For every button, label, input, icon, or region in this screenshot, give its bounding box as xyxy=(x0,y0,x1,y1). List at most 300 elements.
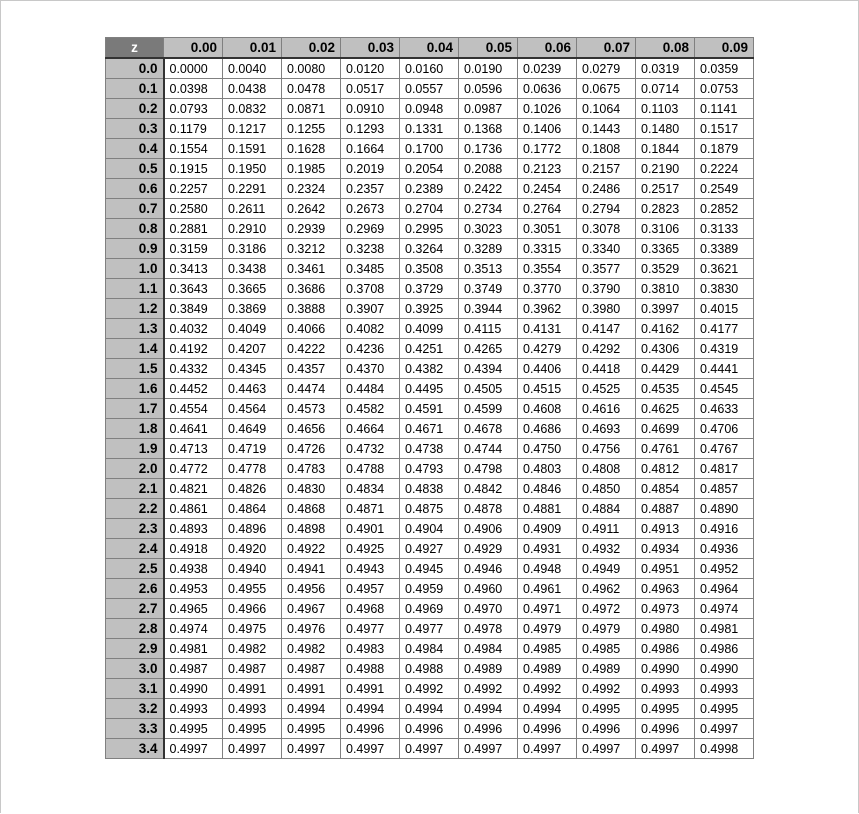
z-table xyxy=(105,37,754,759)
table-cell: 0.4495 xyxy=(400,379,459,399)
table-cell: 0.4982 xyxy=(282,639,341,659)
table-cell: 0.4994 xyxy=(459,699,518,719)
table-cell: 0.4382 xyxy=(400,359,459,379)
row-header-z: 2.5 xyxy=(106,559,164,579)
table-cell: 0.0398 xyxy=(164,79,223,99)
column-header: 0.05 xyxy=(459,38,518,59)
table-cell: 0.3051 xyxy=(518,219,577,239)
table-cell: 0.0279 xyxy=(577,58,636,79)
table-cell: 0.4686 xyxy=(518,419,577,439)
table-cell: 0.4901 xyxy=(341,519,400,539)
table-cell: 0.4812 xyxy=(636,459,695,479)
table-cell: 0.4990 xyxy=(636,659,695,679)
table-cell: 0.4803 xyxy=(518,459,577,479)
table-cell: 0.4987 xyxy=(223,659,282,679)
table-cell: 0.4934 xyxy=(636,539,695,559)
table-cell: 0.2764 xyxy=(518,199,577,219)
table-row xyxy=(106,139,754,159)
table-cell: 0.4821 xyxy=(164,479,223,499)
table-cell: 0.2580 xyxy=(164,199,223,219)
table-cell: 0.4991 xyxy=(341,679,400,699)
table-cell: 0.4545 xyxy=(695,379,754,399)
table-cell: 0.0557 xyxy=(400,79,459,99)
table-cell: 0.4938 xyxy=(164,559,223,579)
table-cell: 0.3513 xyxy=(459,259,518,279)
table-body xyxy=(106,58,754,759)
row-header-z: 3.0 xyxy=(106,659,164,679)
table-cell: 0.0000 xyxy=(164,58,223,79)
row-header-z: 3.2 xyxy=(106,699,164,719)
row-header-z: 1.6 xyxy=(106,379,164,399)
table-cell: 0.4981 xyxy=(164,639,223,659)
row-header-z: 0.7 xyxy=(106,199,164,219)
table-row xyxy=(106,399,754,419)
table-cell: 0.3340 xyxy=(577,239,636,259)
table-cell: 0.1331 xyxy=(400,119,459,139)
table-cell: 0.4452 xyxy=(164,379,223,399)
table-cell: 0.4678 xyxy=(459,419,518,439)
table-cell: 0.4279 xyxy=(518,339,577,359)
table-cell: 0.4970 xyxy=(459,599,518,619)
table-cell: 0.4834 xyxy=(341,479,400,499)
table-cell: 0.4474 xyxy=(282,379,341,399)
row-header-z: 1.5 xyxy=(106,359,164,379)
table-cell: 0.4608 xyxy=(518,399,577,419)
table-cell: 0.4916 xyxy=(695,519,754,539)
table-cell: 0.4713 xyxy=(164,439,223,459)
table-cell: 0.1064 xyxy=(577,99,636,119)
row-header-z: 1.0 xyxy=(106,259,164,279)
table-row xyxy=(106,79,754,99)
table-row xyxy=(106,279,754,299)
table-cell: 0.4997 xyxy=(282,739,341,759)
table-cell: 0.4966 xyxy=(223,599,282,619)
table-row xyxy=(106,339,754,359)
table-cell: 0.1664 xyxy=(341,139,400,159)
table-cell: 0.4922 xyxy=(282,539,341,559)
row-header-z: 2.7 xyxy=(106,599,164,619)
table-cell: 0.4772 xyxy=(164,459,223,479)
table-cell: 0.4616 xyxy=(577,399,636,419)
table-cell: 0.4761 xyxy=(636,439,695,459)
table-row xyxy=(106,439,754,459)
table-cell: 0.4998 xyxy=(695,739,754,759)
row-header-z: 0.5 xyxy=(106,159,164,179)
table-cell: 0.3729 xyxy=(400,279,459,299)
table-row xyxy=(106,179,754,199)
table-cell: 0.0438 xyxy=(223,79,282,99)
table-cell: 0.2224 xyxy=(695,159,754,179)
table-cell: 0.4996 xyxy=(518,719,577,739)
table-cell: 0.4793 xyxy=(400,459,459,479)
table-cell: 0.0714 xyxy=(636,79,695,99)
table-cell: 0.4738 xyxy=(400,439,459,459)
table-cell: 0.1591 xyxy=(223,139,282,159)
table-cell: 0.4505 xyxy=(459,379,518,399)
row-header-z: 0.6 xyxy=(106,179,164,199)
table-cell: 0.4987 xyxy=(282,659,341,679)
table-row xyxy=(106,299,754,319)
table-cell: 0.4982 xyxy=(223,639,282,659)
table-cell: 0.4525 xyxy=(577,379,636,399)
table-cell: 0.3289 xyxy=(459,239,518,259)
corner-header: z xyxy=(106,38,164,59)
row-header-z: 2.3 xyxy=(106,519,164,539)
table-row xyxy=(106,599,754,619)
table-row xyxy=(106,319,754,339)
table-cell: 0.0160 xyxy=(400,58,459,79)
table-cell: 0.4941 xyxy=(282,559,341,579)
row-header-z: 0.8 xyxy=(106,219,164,239)
table-cell: 0.1700 xyxy=(400,139,459,159)
table-cell: 0.0120 xyxy=(341,58,400,79)
table-cell: 0.3790 xyxy=(577,279,636,299)
table-cell: 0.4997 xyxy=(459,739,518,759)
table-cell: 0.4962 xyxy=(577,579,636,599)
table-cell: 0.4929 xyxy=(459,539,518,559)
table-cell: 0.4861 xyxy=(164,499,223,519)
table-row xyxy=(106,719,754,739)
table-cell: 0.1950 xyxy=(223,159,282,179)
table-cell: 0.4992 xyxy=(518,679,577,699)
table-cell: 0.4974 xyxy=(695,599,754,619)
table-cell: 0.4099 xyxy=(400,319,459,339)
table-cell: 0.4994 xyxy=(400,699,459,719)
row-header-z: 2.9 xyxy=(106,639,164,659)
table-cell: 0.4115 xyxy=(459,319,518,339)
table-cell: 0.1985 xyxy=(282,159,341,179)
table-cell: 0.4968 xyxy=(341,599,400,619)
table-cell: 0.0675 xyxy=(577,79,636,99)
table-cell: 0.2704 xyxy=(400,199,459,219)
table-cell: 0.0319 xyxy=(636,58,695,79)
table-cell: 0.4236 xyxy=(341,339,400,359)
table-cell: 0.3529 xyxy=(636,259,695,279)
table-cell: 0.2257 xyxy=(164,179,223,199)
table-cell: 0.4131 xyxy=(518,319,577,339)
table-cell: 0.2454 xyxy=(518,179,577,199)
table-cell: 0.4925 xyxy=(341,539,400,559)
table-cell: 0.0832 xyxy=(223,99,282,119)
table-cell: 0.4319 xyxy=(695,339,754,359)
table-cell: 0.4881 xyxy=(518,499,577,519)
table-cell: 0.4951 xyxy=(636,559,695,579)
table-cell: 0.4251 xyxy=(400,339,459,359)
table-row xyxy=(106,119,754,139)
table-cell: 0.1368 xyxy=(459,119,518,139)
table-cell: 0.0910 xyxy=(341,99,400,119)
row-header-z: 0.1 xyxy=(106,79,164,99)
table-cell: 0.4986 xyxy=(695,639,754,659)
table-cell: 0.3264 xyxy=(400,239,459,259)
table-cell: 0.4940 xyxy=(223,559,282,579)
table-cell: 0.4693 xyxy=(577,419,636,439)
column-header: 0.09 xyxy=(695,38,754,59)
table-cell: 0.4957 xyxy=(341,579,400,599)
table-cell: 0.2357 xyxy=(341,179,400,199)
table-cell: 0.4893 xyxy=(164,519,223,539)
table-cell: 0.4943 xyxy=(341,559,400,579)
table-cell: 0.3708 xyxy=(341,279,400,299)
table-cell: 0.2852 xyxy=(695,199,754,219)
table-cell: 0.3389 xyxy=(695,239,754,259)
table-cell: 0.4767 xyxy=(695,439,754,459)
table-cell: 0.4996 xyxy=(400,719,459,739)
table-cell: 0.4222 xyxy=(282,339,341,359)
table-header xyxy=(106,38,754,59)
table-cell: 0.4744 xyxy=(459,439,518,459)
table-cell: 0.3365 xyxy=(636,239,695,259)
row-header-z: 2.6 xyxy=(106,579,164,599)
table-cell: 0.3238 xyxy=(341,239,400,259)
table-cell: 0.3461 xyxy=(282,259,341,279)
table-cell: 0.4207 xyxy=(223,339,282,359)
table-cell: 0.4985 xyxy=(518,639,577,659)
row-header-z: 2.2 xyxy=(106,499,164,519)
table-cell: 0.2734 xyxy=(459,199,518,219)
table-row xyxy=(106,619,754,639)
table-row xyxy=(106,219,754,239)
table-cell: 0.4726 xyxy=(282,439,341,459)
table-cell: 0.4963 xyxy=(636,579,695,599)
table-row xyxy=(106,99,754,119)
table-cell: 0.1141 xyxy=(695,99,754,119)
table-cell: 0.4484 xyxy=(341,379,400,399)
table-row xyxy=(106,259,754,279)
table-cell: 0.4177 xyxy=(695,319,754,339)
column-header: 0.08 xyxy=(636,38,695,59)
table-cell: 0.3315 xyxy=(518,239,577,259)
table-cell: 0.2291 xyxy=(223,179,282,199)
table-cell: 0.4984 xyxy=(459,639,518,659)
table-cell: 0.4641 xyxy=(164,419,223,439)
table-cell: 0.3186 xyxy=(223,239,282,259)
row-header-z: 2.0 xyxy=(106,459,164,479)
table-cell: 0.4868 xyxy=(282,499,341,519)
row-header-z: 2.4 xyxy=(106,539,164,559)
table-cell: 0.4993 xyxy=(636,679,695,699)
table-cell: 0.4719 xyxy=(223,439,282,459)
table-cell: 0.2969 xyxy=(341,219,400,239)
table-cell: 0.4920 xyxy=(223,539,282,559)
table-cell: 0.0987 xyxy=(459,99,518,119)
table-cell: 0.3485 xyxy=(341,259,400,279)
table-cell: 0.4015 xyxy=(695,299,754,319)
table-cell: 0.4974 xyxy=(164,619,223,639)
table-row xyxy=(106,539,754,559)
row-header-z: 0.3 xyxy=(106,119,164,139)
table-cell: 0.2054 xyxy=(400,159,459,179)
table-cell: 0.4838 xyxy=(400,479,459,499)
table-cell: 0.4989 xyxy=(518,659,577,679)
table-cell: 0.4582 xyxy=(341,399,400,419)
table-cell: 0.4977 xyxy=(341,619,400,639)
table-cell: 0.3643 xyxy=(164,279,223,299)
table-cell: 0.4952 xyxy=(695,559,754,579)
table-row xyxy=(106,419,754,439)
table-cell: 0.4992 xyxy=(577,679,636,699)
table-cell: 0.1808 xyxy=(577,139,636,159)
table-cell: 0.4906 xyxy=(459,519,518,539)
table-cell: 0.4192 xyxy=(164,339,223,359)
table-cell: 0.4418 xyxy=(577,359,636,379)
table-cell: 0.4946 xyxy=(459,559,518,579)
table-cell: 0.4699 xyxy=(636,419,695,439)
row-header-z: 0.0 xyxy=(106,58,164,79)
table-cell: 0.3849 xyxy=(164,299,223,319)
table-cell: 0.4993 xyxy=(695,679,754,699)
table-cell: 0.3577 xyxy=(577,259,636,279)
table-cell: 0.3869 xyxy=(223,299,282,319)
table-cell: 0.3749 xyxy=(459,279,518,299)
table-cell: 0.4671 xyxy=(400,419,459,439)
table-cell: 0.3212 xyxy=(282,239,341,259)
table-cell: 0.1293 xyxy=(341,119,400,139)
table-cell: 0.2794 xyxy=(577,199,636,219)
table-cell: 0.4649 xyxy=(223,419,282,439)
table-cell: 0.4778 xyxy=(223,459,282,479)
row-header-z: 1.1 xyxy=(106,279,164,299)
table-cell: 0.1879 xyxy=(695,139,754,159)
table-cell: 0.4996 xyxy=(636,719,695,739)
table-cell: 0.4980 xyxy=(636,619,695,639)
table-cell: 0.3980 xyxy=(577,299,636,319)
table-cell: 0.4979 xyxy=(577,619,636,639)
table-cell: 0.0753 xyxy=(695,79,754,99)
table-cell: 0.4976 xyxy=(282,619,341,639)
table-cell: 0.4936 xyxy=(695,539,754,559)
table-cell: 0.2910 xyxy=(223,219,282,239)
table-row xyxy=(106,579,754,599)
table-cell: 0.4995 xyxy=(577,699,636,719)
table-row xyxy=(106,379,754,399)
row-header-z: 0.4 xyxy=(106,139,164,159)
table-cell: 0.4370 xyxy=(341,359,400,379)
column-header: 0.01 xyxy=(223,38,282,59)
table-cell: 0.1628 xyxy=(282,139,341,159)
table-cell: 0.2486 xyxy=(577,179,636,199)
table-cell: 0.4918 xyxy=(164,539,223,559)
table-cell: 0.4878 xyxy=(459,499,518,519)
table-cell: 0.4798 xyxy=(459,459,518,479)
table-cell: 0.2019 xyxy=(341,159,400,179)
column-header: 0.06 xyxy=(518,38,577,59)
row-header-z: 1.8 xyxy=(106,419,164,439)
row-header-z: 0.2 xyxy=(106,99,164,119)
table-cell: 0.4988 xyxy=(400,659,459,679)
table-cell: 0.4911 xyxy=(577,519,636,539)
table-row xyxy=(106,459,754,479)
row-header-z: 3.3 xyxy=(106,719,164,739)
table-cell: 0.4997 xyxy=(164,739,223,759)
table-cell: 0.4927 xyxy=(400,539,459,559)
column-header: 0.04 xyxy=(400,38,459,59)
table-cell: 0.3438 xyxy=(223,259,282,279)
table-cell: 0.4997 xyxy=(577,739,636,759)
table-cell: 0.4854 xyxy=(636,479,695,499)
table-cell: 0.3665 xyxy=(223,279,282,299)
table-cell: 0.4931 xyxy=(518,539,577,559)
table-cell: 0.4979 xyxy=(518,619,577,639)
table-cell: 0.4898 xyxy=(282,519,341,539)
table-cell: 0.1217 xyxy=(223,119,282,139)
table-cell: 0.4633 xyxy=(695,399,754,419)
table-cell: 0.4984 xyxy=(400,639,459,659)
table-row xyxy=(106,659,754,679)
table-cell: 0.4817 xyxy=(695,459,754,479)
table-cell: 0.4956 xyxy=(282,579,341,599)
table-cell: 0.3554 xyxy=(518,259,577,279)
table-cell: 0.4591 xyxy=(400,399,459,419)
table-cell: 0.3508 xyxy=(400,259,459,279)
row-header-z: 1.3 xyxy=(106,319,164,339)
table-cell: 0.4306 xyxy=(636,339,695,359)
row-header-z: 3.1 xyxy=(106,679,164,699)
table-cell: 0.1179 xyxy=(164,119,223,139)
table-cell: 0.1517 xyxy=(695,119,754,139)
row-header-z: 1.9 xyxy=(106,439,164,459)
table-cell: 0.2673 xyxy=(341,199,400,219)
table-cell: 0.3621 xyxy=(695,259,754,279)
row-header-z: 2.8 xyxy=(106,619,164,639)
table-cell: 0.4990 xyxy=(695,659,754,679)
table-cell: 0.4535 xyxy=(636,379,695,399)
table-cell: 0.4890 xyxy=(695,499,754,519)
table-cell: 0.4850 xyxy=(577,479,636,499)
table-cell: 0.4913 xyxy=(636,519,695,539)
row-header-z: 1.2 xyxy=(106,299,164,319)
table-cell: 0.3830 xyxy=(695,279,754,299)
table-cell: 0.4993 xyxy=(164,699,223,719)
table-cell: 0.4985 xyxy=(577,639,636,659)
table-cell: 0.4441 xyxy=(695,359,754,379)
table-cell: 0.4292 xyxy=(577,339,636,359)
row-header-z: 2.1 xyxy=(106,479,164,499)
table-cell: 0.4990 xyxy=(164,679,223,699)
table-cell: 0.4826 xyxy=(223,479,282,499)
row-header-z: 0.9 xyxy=(106,239,164,259)
table-row xyxy=(106,239,754,259)
table-cell: 0.2157 xyxy=(577,159,636,179)
table-cell: 0.4656 xyxy=(282,419,341,439)
table-cell: 0.4997 xyxy=(518,739,577,759)
table-row xyxy=(106,199,754,219)
table-cell: 0.4994 xyxy=(341,699,400,719)
table-cell: 0.4846 xyxy=(518,479,577,499)
table-cell: 0.3023 xyxy=(459,219,518,239)
table-cell: 0.0040 xyxy=(223,58,282,79)
table-cell: 0.4049 xyxy=(223,319,282,339)
table-cell: 0.4967 xyxy=(282,599,341,619)
table-row xyxy=(106,499,754,519)
table-cell: 0.4989 xyxy=(459,659,518,679)
table-cell: 0.3770 xyxy=(518,279,577,299)
table-cell: 0.3106 xyxy=(636,219,695,239)
table-cell: 0.4997 xyxy=(341,739,400,759)
table-row xyxy=(106,359,754,379)
table-cell: 0.4884 xyxy=(577,499,636,519)
column-header: 0.02 xyxy=(282,38,341,59)
table-cell: 0.4066 xyxy=(282,319,341,339)
table-cell: 0.4965 xyxy=(164,599,223,619)
row-header-z: 1.7 xyxy=(106,399,164,419)
table-cell: 0.4992 xyxy=(459,679,518,699)
table-cell: 0.4664 xyxy=(341,419,400,439)
table-cell: 0.0359 xyxy=(695,58,754,79)
table-cell: 0.1736 xyxy=(459,139,518,159)
table-cell: 0.2123 xyxy=(518,159,577,179)
table-cell: 0.4599 xyxy=(459,399,518,419)
